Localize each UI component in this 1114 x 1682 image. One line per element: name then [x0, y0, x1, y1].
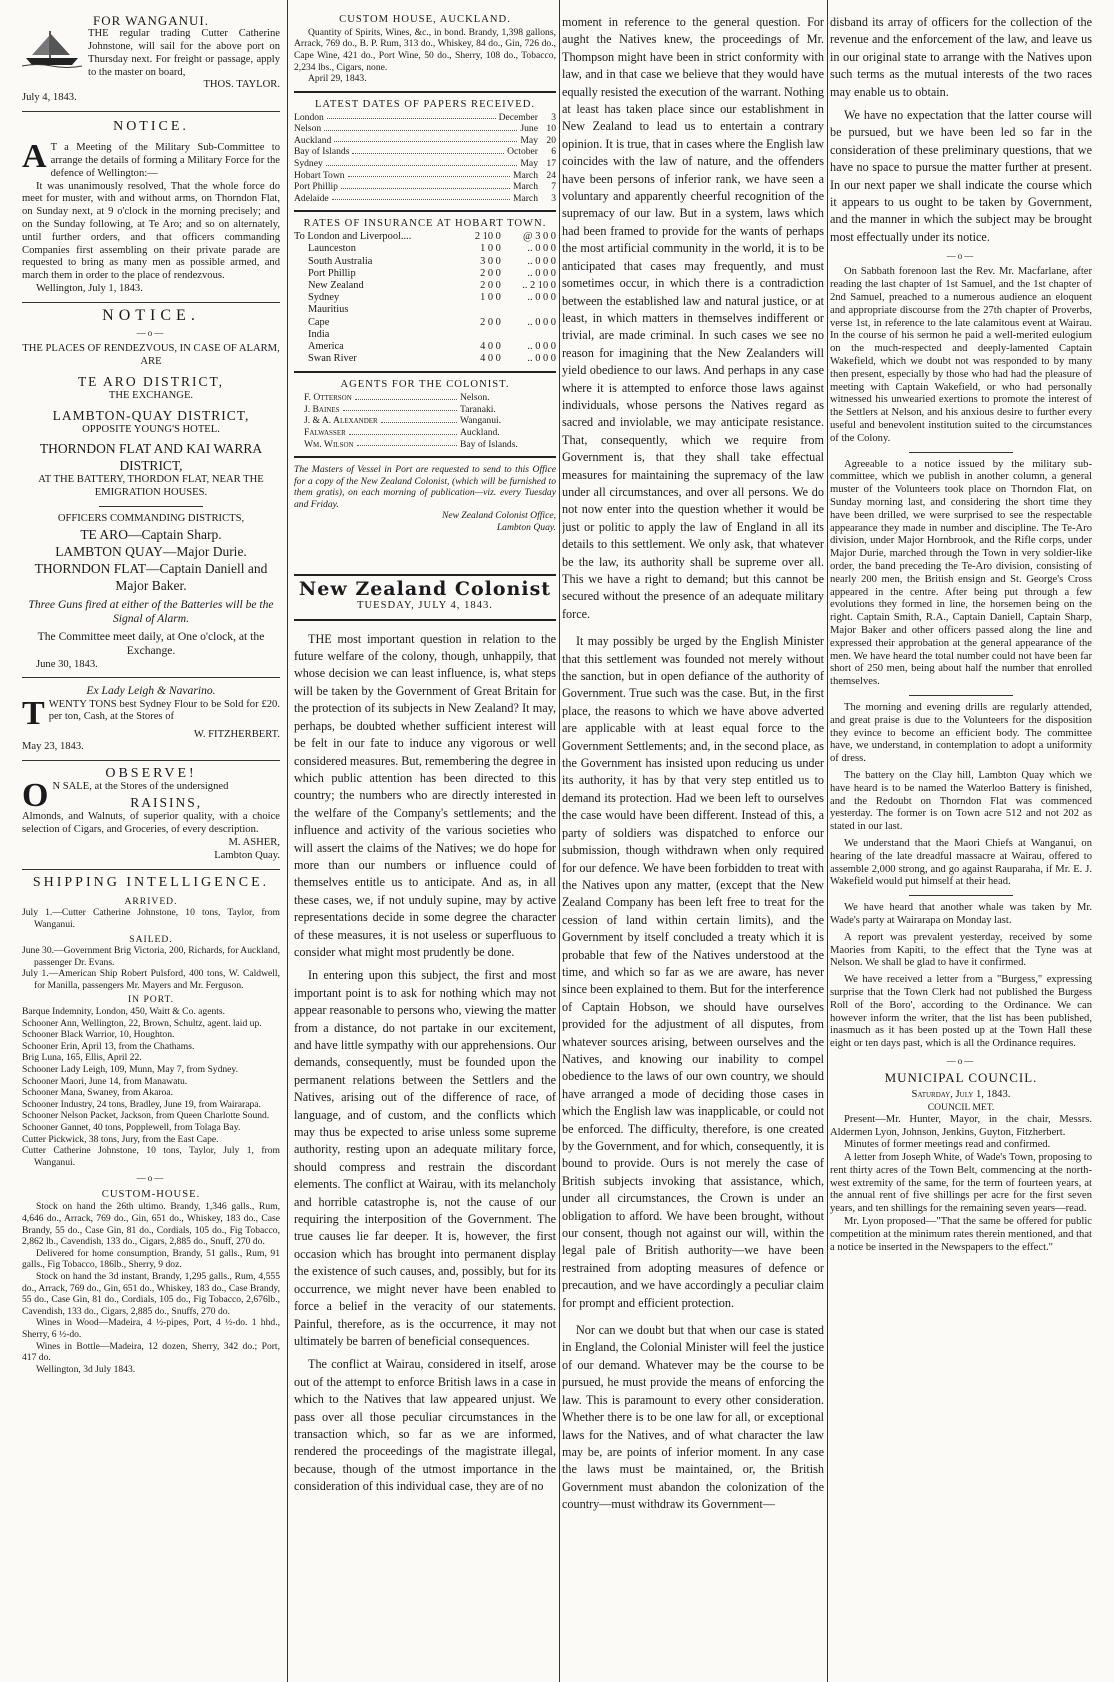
paragraph: A letter from Joseph White, of Wade's Town, proposing to rent thirty acres of the Town Belt, commencing at the north-west extremity of the same, for the term of fourteen years, at the annual rent of five shillings per acre for the first seven years, and ten shillings for the remaining seven years—read.: [830, 1152, 1092, 1215]
paragraph: A report was prevalent yesterday, received by some Maories from Kapiti, to the effect that the Tyne was at Nelson. We shall be glad to have it confirmed.: [830, 931, 1092, 969]
paragraph: It may possibly be urged by the English Minister that this settlement was founded not merely without the sanction, but in open defiance of the authority of Government. True such was the case. But, in the first place, the reasons to which we have above adverted are applicable with at least equal force to the Government Settlements; and, in the second place, as the Government has insisted upon reducing us under its authority, it has by that very step entitled us to demand its protection. Had we been left to ourselves the case would have been different. Instead of this, a party of soldiers was dispatched to enforce our submission, though withdrawn when only required for our defence. We have been forbidden to treat with the Natives upon any matter, (except that the New Zealand Company has been left free to treat for the cession of land within certain limits), and the Government by itself concluded a treaty which it is probable that few of the Natives understood at the time, and which so far as we are aware, has never since been explained to them. But for the interference of Captain Hobson, we should have ourselves provided for the adjustment of all disputes, from whatever sources arising, between ourselves and the Natives, and knowing our inability to compel obedience to the laws of our own country, we should have arranged a mode of deciding those cases in which the English law was inapplicable, or could not be enforced. The difficulty, therefore, is one created by the Government, and for which, consequently, it is bound to provide. Ours is not merely the case of British subjects invoking that assistance, which, under all circumstances, the Crown is under an obligation to afford. We have been brought, without our consent, though not against our will, within the legal pale of British authority—we have been restrained from adopting measures of defence or precaution, and we have accordingly a peculiar claim for prompt and efficient protection.: [562, 634, 824, 1310]
paragraph: We have received a letter from a "Burgess," expressing surprise that the Town Clerk had not published the Burgess Roll of the Boro', according to the Ordinance. We can however inform the writer, that the list has been published, inasmuch as it has been posted up at the Town Hall these eight or ten days past, which is all the Ordinance requires.: [830, 974, 1092, 1050]
section-heading: RATES OF INSURANCE AT HOBART TOWN.: [303, 218, 547, 230]
column-1: FOR WANGANUI. THE regular trading Cutter Catherine Johnstone, will sail for the above port on Thursday next. For freight or passage, apply to the master on board, THOS. TAYLOR. July 4, 1843. NOTICE. A T a Meeting of the Military Sub-Committee to arrange the details of forming a Military Force for the defence of Wellington:— It was unanimously resolved, That the whole force do meet for muster, with and without arms, on Thorndon Flat, on Sunday next, at 9 o'clock in the morning precisely; and on the Sunday following, at Te Aro; and so on alternately, until further orders, and that officers commanding Companies first assembling on their private parade are requested to bring as many men as possible armed, and march them in order to the place of rendezvous. Wellington, July 1, 1843. NOTICE. —o— THE PLACES OF RENDEZVOUS, IN CASE OF ALARM, ARE TE ARO DISTRICT, THE EXCHANGE. LAMBTON-QUAY DISTRICT, OPPOSITE YOUNG'S HOTEL. THORNDON FLAT AND KAI WARRA DISTRICT, AT THE BATTERY, THORDON FLAT, NEAR THE EMIGRATION HOUSES. OFFICERS COMMANDING DISTRICTS, TE ARO—Captain Sharp. LAMBTON QUAY—Major Durie. THORNDON FLAT—Captain Daniell and Major Baker. Three Guns fired at either of the Batteries will be the Signal of Alarm. The Committee meet daily, at One o'clock, at the Exchange. June 30, 1843. Ex Lady Leigh & Navarino. TWENTY TONS best Sydney Flour to be Sold for £20. per ton, Cash, at the Stores of W. FITZHERBERT. May 23, 1843. OBSERVE! O N SALE, at the Stores of the undersigned RAISINS, Almonds, and Walnuts, of superior quality, with a choice selection of Cigars, and Groceries, of every description. M. ASHER, Lambton Quay. SHIPPING INTELLIGENCE. ARRIVED. July 1.—Cutter Catherine Johnstone, 10 tons, Taylor, from Wanganui. SAILED. June 30.—Government Brig Victoria, 200, Richards, for Auckland, passenger Dr. Evans. July 1.—American Ship Robert Pulsford, 400 tons, W. Caldwell, for Manilla, passengers Mr. Mayers and Mr. Ferguson. IN PORT. Barque Indemnity, London, 450, Waitt & Co. agents. Schooner Ann, Wellington, 22, Brown, Schultz, agent. laid up. Schooner Black Warrior, 10, Houghton. Schooner Erin, April 13, from the Chathams. Brig Luna, 165, Ellis, April 22. Schooner Lady Leigh, 109, Munn, May 7, from Sydney. Schooner Maori, June 14, from Manawatu. Schooner Mana, Swaney, from Akaroa. Schooner Industry, 24 tons, Bradley, June 19, from Wairarapa. Schooner Nelson Packet, Jackson, from Queen Charlotte Sound. Schooner Gannet, 40 tons, Popplewell, from Tolaga Bay. Cutter Pickwick, 38 tons, Jury, from the East Cape. Cutter Catherine Johnstone, 10 tons, Taylor, July 1, from Wanganui. —o— CUSTOM-HOUSE. Stock on hand the 26th ultimo. Brandy, 1,346 galls., Rum, 4,646 do., Arrack, 769 do., Gin, 651 do., Whiskey, 183 do., Case Brandy, 55 do., Case Gin, 81 do., Cordials, 105 do., Fig Tobacco, 2,862 lb., Cavendish, 133 do., Cigars, 2,885 do., Snuff, 270 do. Delivered for home consumption, Brandy, 51 galls., Rum, 91 galls., Fig Tobacco, 186lb., Sherry, 9 doz. Stock on hand the 3d instant, Brandy, 1,295 galls., Rum, 4,555 do., Arrack, 769 do., Gin, 651 do., Whiskey, 183 do., Case Brandy, 55 do., Case Gin, 81 do., Cordials, 105 do., Fig Tobacco, 2,676lb., Cavendish, 133 do., Cigars, 2,885 do., Snuffs, 270 do. Wines in Wood—Madeira, 4 ½-pipes, Port, 4 ½-do. 1 hhd., Sherry, 6 ½-do. Wines in Bottle—Madeira, 12 dozen, Sherry, 342 do.; Port, 417 do. Wellington, 3d July 1843.: [22, 14, 280, 1375]
paragraph: moment in reference to the general question. For aught the Natives knew, the proceedings of Mr. Thompson might have been in strict conformity with law, and in that case we believe that they would have equally resisted the execution of the warrant. Nothing at least has taken place since our establishment in New Zealand to lead us to entertain a contrary opinion. It is true, that in cases where the English law coincides with the law of nature, and the offenders have been persons of inferior rank, we have seen a voluntary and apparently cheerful recognition of the supremacy of our law. But in a system, laws which had been framed to provide for the wants of perhaps the most artificial community in the world, it is to be anticipated that cases may frequently, and must sometimes occur, in which there is a contradiction between the established law and natural justice, or at least, in which matters in themselves indifferent or trivial, are made criminal. In such cases we see no reason for imagining that the New Zealanders will yield obedience to our laws. And perhaps in any case where it is attempted to enforce those laws against individuals, whose persons the Natives regard as sacred and inviolable, we may anticipate resistance. That, consequently, which we require from Government is, that they shall take effectual measures for maintaining the supremacy of the law under all circumstances, and over all persons. We do not now enter into the question whether it would be just or politic to apply the law of England in all its details to this settlement. We only ask, that whatever be the law, its authority shall be supreme over all. This we have a right to demand; but this cannot be secured without the presence of an adequate military force.: [562, 15, 824, 621]
ad-heading: Ex Lady Leigh & Navarino.: [86, 684, 216, 698]
notice-body-2: It was unanimously resolved, That the whole force do meet for muster, with and without arms, on Thorndon Flat, on Sunday next, at 9 o'clock in the morning precisely; and on the Sunday following, at Te Aro; and so on alternately, until further orders, and that officers commanding Companies first assembling on their private parade are requested to bring as many men as possible armed, and march them in order to the place of rendezvous.: [22, 180, 280, 282]
list-item: Cutter Catherine Johnstone, 10 tons, Taylor, July 1, from Wanganui.: [22, 1145, 280, 1168]
notice-line: THORNDON FLAT—Captain Daniell and Major Baker.: [34, 560, 268, 593]
table-row: Cape 2 0 0 .. 0 0 0: [308, 316, 556, 328]
list-item: Schooner Gannet, 40 tons, Popplewell, from Tolaga Bay.: [22, 1122, 241, 1134]
drop-cap: T: [22, 694, 45, 732]
column-4: disband its array of officers for the collection of the revenue and the enforcement of the law, and leave us in our original state to arrange with the Natives upon such terms as the mutual interests of the two races may enable us to obtain. We have no expectation that the latter course will be pursued, but we have been led so far in the consideration of these preliminary questions, that we have no space to pursue the matter further at present. In our next paper we shall indicate the course which it appears to us ought to be taken by Government, and the manner in which the subject may be brought most effectually under its notice. —o— On Sabbath forenoon last the Rev. Mr. Macfarlane, after reading the last chapter of 1st Samuel, and the 1st chapter of 2nd Samuel, preached to a numerous audience an eloquent and appropriate discourse from the 27th chapter of Proverbs, verse 1st, in reference to the late calamitous event at Wairau. In the course of his sermon he paid a well-merited eulogium on the much-respected and deeply-lamented Captain Wakefield, which we doubt not was responded to by many then present, especially by those who had had the pleasure of meeting with Captain Wakefield, or who had personally witnessed his unwearied exertions to promote the interest of the Settlers at Nelson, and his anxious desire to further every useful and benevolent institution suited to the circumstances of the Colony. Agreeable to a notice issued by the military sub-committee, which we publish in another column, a general muster of the Volunteers took place on Thorndon Flat, on Sunday morning last, and considering the short time they have been drilled, we were surprised to see the respectable appearance they made in number and discipline. The Te-Aro division, under Major Hornbrook, and the Rifle corps, under Major Durie, marched through the Town in very soldier-like order, the band preceding the Te-Aro division, consisting of nearly 200 men, the British ensign and St. George's Cross appeared in the centre. After being put through a few evolutions they formed in line, the horsemen being on the right. Captain Smith, R.A., Captain Daniell, Captain Sharp, Major Baker and other officers passed along the line and expressed their approbation at the general appearance of the men. We have heard the total number could not have been far short of 250 men, being about half the number that enrolled themselves. The morning and evening drills are regularly attended, and great praise is due to the Volunteers for the disposition they evince to become an efficient body. The committee have, we understand, in contemplation to adopt a uniformity of dress. The battery on the Clay hill, Lambton Quay which we have heard is to be named the Waterloo Battery is finished, and the Redoubt on Thorndon Flat was commenced yesterday. The former is on Town acre 512 and not 202 as stated in our last. We understand that the Maori Chiefs at Wanganui, on hearing of the late dreadful massacre at Wairau, offered to assemble 2,000 strong, and go against Rauparaha, if Mr. E. J. Wakefield would put himself at their head. We have heard that another whale was taken by Mr. Wade's party at Wairarapa on Monday last. A report was prevalent yesterday, received by some Maories from Kapiti, to the effect that the Tyne was at Nelson. We shall be glad to have it confirmed. We have received a letter from a "Burgess," expressing surprise that the Town Clerk had not published the Burgess Roll of the Boro', according to the Ordinance. We can however inform the writer, that the list has been published, inasmuch as it has been posted up at the Town Hall these eight or ten days past, which is all the Ordinance requires. —o— MUNICIPAL COUNCIL. Saturday, July 1, 1843. COUNCIL MET. Present—Mr. Hunter, Mayor, in the chair, Messrs. Aldermen Lyon, Johnson, Jenkins, Guyton, Fitzherbert. Minutes of former meetings read and confirmed. A letter from Joseph White, of Wade's Town, proposing to rent thirty acres of the Town Belt, commencing at the north-west extremity of the same, for the term of fourteen years, at the annual rent of five shillings per acre for the first seven years, and ten shillings for the remaining seven years—read. Mr. Lyon proposed—"That the same be offered for public competition at the minimum rates therein mentioned, and that a notice be inserted in the Newspapers to the effect.": [830, 15, 1092, 1253]
table-row: South Australia 3 0 0 .. 0 0 0: [308, 255, 556, 267]
ad-heading: OBSERVE!: [105, 766, 197, 782]
ad-signature: W. FITZHERBERT.: [193, 728, 280, 740]
agents-for-the-colonist: [294, 379, 556, 450]
section-heading: LATEST DATES OF PAPERS RECEIVED.: [314, 98, 536, 110]
insurance-table: [294, 231, 556, 365]
notice-line: THE EXCHANGE.: [108, 389, 194, 401]
paragraph: In entering upon this subject, the first and most important point is to ask for nothing which may not appear reasonable to persons who, viewing the matter from a distance, do not partake in our excitement, and have little sympathy with our apprehensions. Our demands, consequently, must be founded upon the permanent relations between the Settlers and the Natives, arising out of the difference of race, of language, and of custom, and the conflicts which may thus be expected to arise unless some supreme authority, resting upon an adequate military force, should compress and restrain the discordant elements. The conflict at Wairau, with its melancholy and horrible catastrophe is, not the cause of our requiring the interposition of the Government. The true causes lie far deeper. It is, however, the first occasion which has brought into permanent display the existence of such causes, and, possibly, but for its occurrence, we might never have been enabled to force a belief in the veracity of our statements. Painful, therefore, as is the occurrence, it may not ultimately be barren of beneficial consequences.: [294, 968, 556, 1348]
ad-body: Almonds, and Walnuts, of superior quality, with a choice selection of Cigars, and Groceries, of every description.: [22, 811, 280, 836]
masthead: [294, 577, 556, 613]
paragraph: On Sabbath forenoon last the Rev. Mr. Macfarlane, after reading the last chapter of 1st Samuel, and the 1st chapter of 2nd Samuel, preached to a numerous audience an eloquent and appropriate discourse from the 27th chapter of Proverbs, verse 1st, in reference to the late calamitous event at Wairau. In the course of his sermon he paid a well-merited eulogium on the much-respected and deeply-lamented Captain Wakefield, which we doubt not was responded to by many then present, especially by those who had had the pleasure of meeting with Captain Wakefield, or who had personally witnessed his unwearied exertions to promote the interest of the Settlers at Nelson, and his anxious desire to further every useful and benevolent institution suited to the circumstances of the Colony.: [830, 266, 1092, 444]
ad-line: N SALE, at the Stores of the undersigned: [52, 781, 229, 793]
editorial: [294, 631, 556, 1496]
list-item: Barque Indemnity, London, 450, Waitt & Co. agents.: [22, 1006, 226, 1018]
ad-date: July 4, 1843.: [22, 92, 77, 104]
paragraph: The conflict at Wairau, considered in itself, arose out of the attempt to enforce British laws in a case in which to the Natives that law appeared unjust. We pass over all those peculiar circumstances in the transaction which, so far as we are informed, rendered the proceedings of the magistrate illegal, because, though of the utmost importance in the consideration of this individual case, they are of no: [294, 1357, 556, 1494]
ad-place: Lambton Quay.: [214, 849, 280, 861]
latest-dates-of-papers: [294, 99, 556, 205]
section-heading: CUSTOM HOUSE, AUCKLAND.: [339, 14, 511, 25]
sub-heading: IN PORT.: [127, 994, 175, 1006]
ad-observe: [22, 767, 280, 862]
table-row: Hobart Town March 24: [294, 169, 556, 181]
ship-icon: [22, 28, 82, 68]
sailed-list: [22, 945, 280, 991]
paragraph: disband its array of officers for the collection of the revenue and the enforcement of the law, and leave us in our original state to arrange with the Natives upon such terms as the mutual interests of the two races may enable us to obtain.: [830, 15, 1092, 99]
list-item: Cutter Pickwick, 38 tons, Jury, from the East Cape.: [22, 1133, 219, 1145]
notice-line: AT THE BATTERY, THORDON FLAT, NEAR THE EMIGRATION HOUSES.: [38, 474, 264, 499]
notice-heading: NOTICE.: [113, 118, 189, 134]
notice-line: Three Guns fired at either of the Batteries will be the Signal of Alarm.: [28, 597, 274, 625]
table-row: Swan River 4 0 0 .. 0 0 0: [308, 353, 556, 365]
ornament: —o—: [136, 327, 166, 338]
list-item: Brig Luna, 165, Ellis, April 22.: [22, 1052, 142, 1064]
notice-line: THORNDON FLAT AND KAI WARRA DISTRICT,: [39, 441, 263, 474]
ad-flour: [22, 684, 280, 754]
ad-wanganui: [22, 14, 280, 105]
list-item: Schooner Nelson Packet, Jackson, from Queen Charlotte Sound.: [22, 1110, 270, 1122]
paragraph: The battery on the Clay hill, Lambton Quay which we have heard is to be named the Waterloo Battery is finished, and the Redoubt on Thorndon Flat was commenced yesterday. The former is on Town acre 512 and not 202 as stated in our last.: [830, 769, 1092, 833]
table-row: Wm. Wilson Bay of Islands.: [304, 438, 518, 450]
notice-military: [22, 120, 280, 296]
notice-heading: NOTICE.: [102, 306, 200, 324]
table-row: To London and Liverpool.... 2 10 0 @ 3 0 0: [294, 231, 556, 243]
notice-line: OPPOSITE YOUNG'S HOTEL.: [82, 423, 220, 435]
table-row: Launceston 1 0 0 .. 0 0 0: [308, 243, 556, 255]
custom-house-wellington: [22, 1189, 280, 1376]
table-row: F. Otterson Nelson.: [304, 392, 490, 404]
drop-cap: A: [22, 138, 47, 176]
ad-body: WENTY TONS best Sydney Flour to be Sold for £20. per ton, Cash, at the Stores of: [48, 698, 280, 723]
table-row: London December 3: [294, 111, 556, 123]
list-item: Schooner Maori, June 14, from Manawatu.: [22, 1075, 188, 1087]
table-row: J. & A. Alexander Wanganui.: [304, 415, 502, 427]
paragraph: Quantity of Spirits, Wines, &c., in bond. Brandy, 1,398 gallons, Arrack, 769 do., B. P. Rum, 313 do., Whiskey, 84 do., Gin, 726 do., Cape Wine, 421 do., Port Wine, 50 do., Sherry, 108 do., Tobacco, 2,234 lbs., Cigars, none.: [294, 26, 556, 73]
signature: New Zealand Colonist Office,: [441, 510, 556, 522]
column-rule: [287, 0, 288, 1682]
sub-heading: SAILED.: [129, 933, 173, 945]
paragraph: Agreeable to a notice issued by the military sub-committee, which we publish in another column, a general muster of the Volunteers took place on Thorndon Flat, on Sunday morning last, and considering the short time they have been drilled, we were surprised to see the respectable appearance they made in number and discipline. The Te-Aro division, under Major Hornbrook, and the Rifle corps, under Major Durie, marched through the Town in very soldier-like order, the band preceding the Te-Aro division, consisting of nearly 200 men, the British ensign and St. George's Cross appeared in the centre. After being put through a few evolutions they formed in line, the horsemen being on the right. Captain Smith, R.A., Captain Daniell, Captain Sharp, Major Baker and other officers passed along the line and expressed their approbation at the general appearance of the men. We have heard the total number could not have been far short of 250 men, being about half the number that enrolled themselves.: [830, 458, 1092, 688]
date: Wellington, 3d July 1843.: [36, 1363, 136, 1375]
sub-heading: COUNCIL MET.: [927, 1102, 995, 1114]
table-row: Sydney 1 0 0 .. 0 0 0: [308, 292, 556, 304]
paragraph: Present—Mr. Hunter, Mayor, in the chair, Messrs. Aldermen Lyon, Johnson, Jenkins, Guyton, Fitzherbert.: [830, 1113, 1092, 1138]
paragraph: Mr. Lyon proposed—"That the same be offered for public competition at the minimum rates therein mentioned, and that a notice be inserted in the Newspapers to the effect.": [830, 1216, 1092, 1253]
shipping-intelligence: [22, 876, 280, 1169]
ad-signature: THOS. TAYLOR.: [203, 79, 280, 91]
section-heading: AGENTS FOR THE COLONIST.: [340, 379, 510, 391]
paragraph: Stock on hand the 26th ultimo. Brandy, 1,346 galls., Rum, 4,646 do., Arrack, 769 do., Gin, 651 do., Whiskey, 183 do., Case Brandy, 55 do., Case Gin, 81 do., Cordials, 105 do., Fig Tobacco, 2,862 lb., Cavendish, 133 do., Cigars, 2,885 do., Snuff, 270 do.: [22, 1201, 280, 1248]
ad-heading: FOR WANGANUI.: [92, 14, 210, 28]
notice-line: TE ARO DISTRICT,: [77, 373, 225, 389]
in-port-list: [22, 1006, 280, 1168]
table-row: Falwasser Auckland.: [304, 426, 500, 438]
list-item: Schooner Mana, Swaney, from Akaroa.: [22, 1087, 173, 1099]
table-row: Mauritius: [308, 304, 349, 316]
agents-table: [294, 392, 556, 450]
table-row: India: [308, 328, 330, 340]
column-2: [294, 14, 556, 1674]
paragraph: Stock on hand the 3d instant, Brandy, 1,295 galls., Rum, 4,555 do., Arrack, 769 do., Gin, 651 do., Whiskey, 183 do., Case Brandy, 55 do., Case Gin, 81 do., Cordials, 105 do., Fig Tobacco, 2,676lb., Cavendish, 133 do., Cigars, 2,885 do., Snuffs, 270 do.: [22, 1270, 280, 1317]
table-row: Port Phillip March 7: [294, 181, 556, 193]
editorial-continued: [562, 14, 824, 1514]
column-3: [562, 14, 824, 1674]
notice-body: T a Meeting of the Military Sub-Committee to arrange the details of forming a Military Force for the defence of Wellington:—: [50, 142, 280, 179]
table-row: Nelson June 10: [294, 123, 556, 135]
ad-signature: M. ASHER,: [228, 836, 280, 848]
list-item: Schooner Lady Leigh, 109, Munn, May 7, from Sydney.: [22, 1064, 239, 1076]
custom-house-auckland: [294, 14, 556, 85]
municipal-council: [830, 1071, 1092, 1254]
drop-cap: O: [22, 777, 49, 815]
notice-line: LAMBTON QUAY—Major Durie.: [55, 543, 247, 559]
list-item: July 1.—American Ship Robert Pulsford, 400 tons, W. Caldwell, for Manilla, passengers Mr. Mayers and Mr. Ferguson.: [22, 968, 280, 991]
paragraph: The Masters of Vessel in Port are requested to send to this Office for a copy of the New Zealand Colonist, (which will be furnished to them gratis), on each morning of publication—viz. every Tuesday and Friday.: [294, 464, 556, 510]
notice-line: The Committee meet daily, at One o'clock, at the Exchange.: [37, 630, 265, 658]
paragraph: We have heard that another whale was taken by Mr. Wade's party at Wairarapa on Monday last.: [830, 902, 1092, 926]
notice-line: THE PLACES OF RENDEZVOUS, IN CASE OF ALARM, ARE: [22, 343, 280, 367]
notice-rendezvous: [22, 306, 280, 672]
list-item: Schooner Ann, Wellington, 22, Brown, Schultz, agent. laid up.: [22, 1017, 262, 1029]
paragraph: Wines in Wood—Madeira, 4 ½-pipes, Port, 4 ½-do. 1 hhd., Sherry, 6 ½-do.: [22, 1317, 280, 1340]
paragraph: Nor can we doubt but that when our case is stated in England, the Colonial Minister will feel the justice of our demand. Whatever may be the course to be pursued, he must provide the means of enforcing the law. This is paramount to every other consideration. Whether there is to be one law for all, or exceptional laws for the Natives, and of what character the law may be, are points of inferior moment. In any case the laws must be maintained, or, the British Government must abandon the colonization of the country—must withdraw its Government—: [562, 1323, 824, 1512]
ad-line: RAISINS,: [130, 795, 203, 811]
issue-date: TUESDAY, JULY 4, 1843.: [357, 599, 493, 611]
ornament: —o—: [946, 251, 976, 262]
column-rule: [559, 0, 560, 1682]
rates-of-insurance: [294, 218, 556, 365]
paragraph: Delivered for home consumption, Brandy, 51 galls., Rum, 91 galls., Fig Tobacco, 186lb., Sherry, 9 doz.: [22, 1247, 280, 1271]
notice-date: June 30, 1843.: [36, 658, 98, 670]
masters-notice: [294, 464, 556, 534]
notice-line: OFFICERS COMMANDING DISTRICTS,: [57, 512, 245, 524]
table-row: America 4 0 0 .. 0 0 0: [308, 340, 556, 352]
table-row: Bay of Islands October 6: [294, 146, 556, 158]
paragraph: Wines in Bottle—Madeira, 12 dozen, Sherry, 342 do.; Port, 417 do.: [22, 1340, 280, 1364]
date: Saturday, July 1, 1843.: [911, 1089, 1011, 1101]
ad-date: May 23, 1843.: [22, 741, 84, 753]
paragraph: We have no expectation that the latter course will be pursued, but we have been led so far in the consideration of these preliminary questions, that we have no space to pursue the matter further at present. In our next paper we shall indicate the course which it appears to us ought to be taken by Government, and the manner in which the subject may be brought most effectually under its notice.: [830, 108, 1092, 244]
paragraph: THE most important question in relation to the future welfare of the colony, though, unhappily, that whose decision we can least influence, is, what steps will be taken by the Government of Great Britain for the protection of its subjects in New Zealand? It may, perhaps, be doubted whether sufficient interest will be felt in our fate to induce any vigorous or well considered measures. But, remembering the degree in which public attention has been directed to this country; the numbers who are directly interested in the welfare of the Company's settlements; and the influence and activity of the various societies who will assert the claims of the Natives; we do hope for more than our numbers or influence could of themselves entitle us to anticipate. And as, in all these cases, we, if not unduly supine, may by active representations decide in some degree the character of these measures, it is not useless or superfluous to consider what might most prudently be done.: [294, 631, 556, 959]
newspaper-title: New Zealand Colonist: [298, 577, 552, 600]
paragraph: Minutes of former meetings read and confirmed.: [844, 1139, 1051, 1151]
arrived-list: [22, 907, 280, 930]
table-row: Sydney May 17: [294, 157, 556, 169]
table-row: Auckland May 20: [294, 134, 556, 146]
table-row: J. Baines Taranaki.: [304, 403, 496, 415]
list-item: July 1.—Cutter Catherine Johnstone, 10 tons, Taylor, from Wanganui.: [22, 907, 280, 930]
notice-line: TE ARO—Captain Sharp.: [80, 526, 222, 542]
list-item: Schooner Black Warrior, 10, Houghton.: [22, 1029, 175, 1041]
column-rule: [827, 0, 828, 1682]
section-heading: CUSTOM-HOUSE.: [101, 1188, 201, 1200]
list-item: Schooner Erin, April 13, from the Chathams.: [22, 1040, 195, 1052]
paragraph: The morning and evening drills are regularly attended, and great praise is due to the Volunteers for the disposition they evince to become an efficient body. The committee have, we understand, in contemplation to adopt a uniformity of dress.: [830, 701, 1092, 765]
papers-table: [294, 112, 556, 205]
table-row: Port Phillip 2 0 0 .. 0 0 0: [308, 267, 556, 279]
section-heading: MUNICIPAL COUNCIL.: [884, 1070, 1038, 1086]
notice-date: Wellington, July 1, 1843.: [36, 282, 143, 294]
table-row: Adelaide March 3: [294, 192, 556, 204]
paragraph: We understand that the Maori Chiefs at Wanganui, on hearing of the late dreadful massacre at Wairau, offered to assemble 2,000 strong, and go against Rauparaha, if Mr. E. J. Wakefield would put himself at their head.: [830, 837, 1092, 888]
signature: Lambton Quay.: [496, 522, 556, 534]
ad-body: THE regular trading Cutter Catherine Johnstone, will sail for the above port on Thursday next. For freight or passage, apply to the master on board,: [88, 28, 280, 78]
list-item: Schooner Industry, 24 tons, Bradley, June 19, from Wairarapa.: [22, 1098, 261, 1110]
list-item: June 30.—Government Brig Victoria, 200, Richards, for Auckland, passenger Dr. Evans.: [22, 945, 280, 968]
table-row: New Zealand 2 0 0 .. 2 10 0: [308, 279, 556, 291]
date: April 29, 1843.: [308, 73, 367, 85]
section-heading: SHIPPING INTELLIGENCE.: [32, 874, 270, 890]
sub-heading: ARRIVED.: [124, 895, 178, 907]
notice-line: LAMBTON-QUAY DISTRICT,: [52, 407, 250, 423]
